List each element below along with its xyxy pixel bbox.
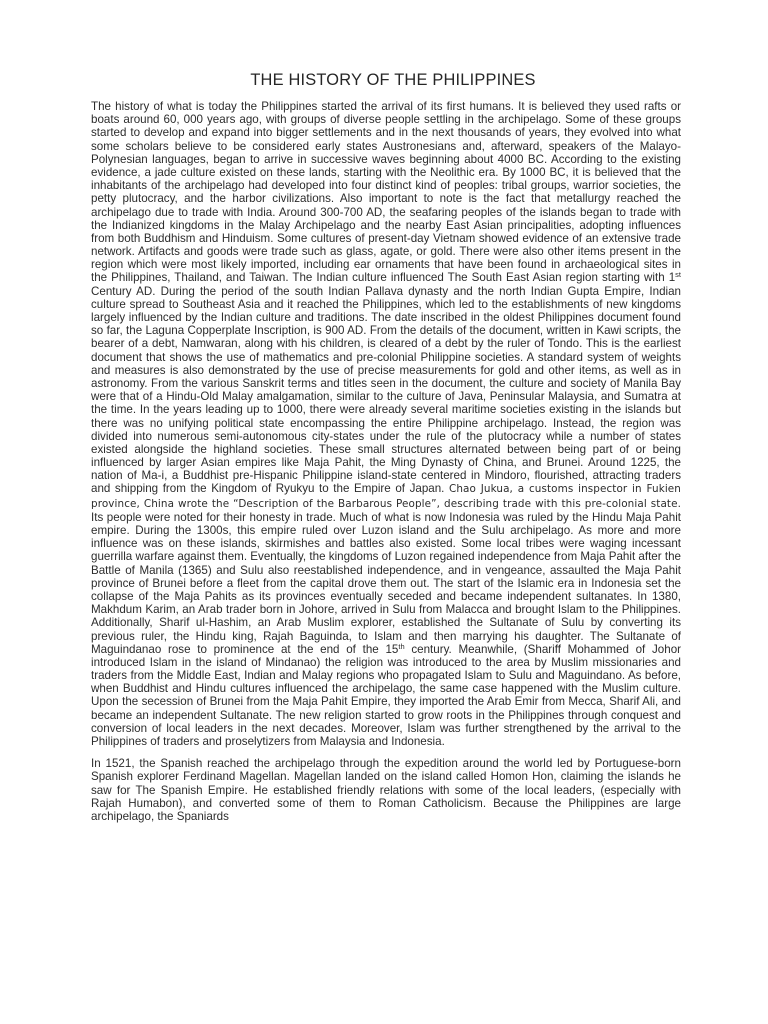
ordinal-suffix: th xyxy=(398,641,405,651)
paragraph-1-text-a: The history of what is today the Philippines started the arrival of its first humans. It is believed they used rafts or boats around 60, 000 years ago, with groups of diverse people settling in the archipelago. Some of these groups started to develop and expand into bigger settlements and in the next thousands of years, they evolved into what some scholars believe to be considered early states Austronesians and, afterward, speakers of the Malayo-Polynesian languages, began to arrive in successive waves beginning about 4000 BC. According to the existing evidence, a jade culture existed on these lands, starting with the Neolithic era. By 1000 BC, it is believed that the inhabitants of the archipelago had developed into four distinct kind of peoples: tribal groups, warrior societies, the petty plutocracy, and the harbor civilizations. Also important to note is the fact that metallurgy reached the archipelago due to trade with India. Around 300-700 AD, the seafaring peoples of the islands began to trade with the Indianized kingdoms in the Malay Archipelago and the nearby East Asian principalities, adopting influences from both Buddhism and Hinduism. Some cultures of present-day Vietnam showed evidence of an extensive trade network. Artifacts and goods were trade such as glass, agate, or gold. There were also other items present in the region which were most likely imported, including ear ornaments that have been found in archaeological sites in the Philippines, Thailand, and Taiwan. The Indian culture influenced The South East Asian region starting with 1 xyxy=(91,100,681,285)
paragraph-1-text-c: Its people were noted for their honesty in trade. Much of what is now Indonesia was ruled by the Hindu Maja Pahit empire. During the 1300s, this empire ruled over Luzon island and the Sulu archipelago. As more and more influence was on these islands, skirmishes and battles also existed. Some local tribes were waging incessant guerrilla warfare against them. Eventually, the kingdoms of Luzon regained independence from Maja Pahit after the Battle of Manila (1365) and Sulu also reestablished independence, and in vengeance, assaulted the Maja Pahit province of Brunei before a fleet from the capital drove them out. The start of the Islamic era in Indonesia set the collapse of the Maja Pahits as its provinces eventually seceded and became independent sultanates. In 1380, Makhdum Karim, an Arab trader born in Johore, arrived in Sulu from Malacca and brought Islam to the Philippines. Additionally, Sharif ul-Hashim, an Arab Muslim explorer, established the Sultanate of Sulu by converting its previous ruler, the Hindu king, Rajah Baguinda, to Islam and then marrying his daughter. The Sultanate of Maguindanao rose to prominence at the end of the 15 xyxy=(91,510,681,656)
body-paragraph-1 xyxy=(91,100,681,748)
body-paragraph-2: In 1521, the Spanish reached the archipelago through the expedition around the world led by Portuguese-born Spanish explorer Ferdinand Magellan. Magellan landed on the island called Homon Hon, claiming the islands he saw for The Spanish Empire. He established friendly relations with some of the local leaders, (especially with Rajah Humabon), and converted some of them to Roman Catholicism. Because the Philippines are large archipelago, the Spaniards xyxy=(91,757,681,823)
ordinal-suffix: st xyxy=(675,270,681,280)
paragraph-1-quote: Chao Jukua, a customs inspector in Fukien province, China wrote the “Description of the Barbarous People”, describing trade with this pre-colonial state. xyxy=(91,483,681,510)
paragraph-1-text-d: century. Meanwhile, (Shariff Mohammed of Johor introduced Islam in the island of Mindanao) the religion was introduced to the area by Muslim missionaries and traders from the Middle East, Indian and Malay regions who propagated Islam to Sulu and Maguindano. As before, when Buddhist and Hindu cultures influenced the archipelago, the same case happened with the Muslim culture. Upon the secession of Brunei from the Maja Pahit Empire, they imported the Arab Emir from Mecca, Sharif Ali, and became an independent Sultanate. The new religion started to grow roots in the Philippines through conquest and conversion of local leaders in the next decades. Moreover, Islam was further strengthened by the arrival to the Philippines of traders and proselytizers from Malaysia and Indonesia. xyxy=(91,642,682,748)
paragraph-1-text-b: Century AD. During the period of the south Indian Pallava dynasty and the north Indian Gupta Empire, Indian culture spread to Southeast Asia and it reached the Philippines, which led to the establishments of new kingdoms largely influenced by the Indian culture and traditions. The date inscribed in the oldest Philippines document found so far, the Laguna Copperplate Inscription, is 900 AD. From the details of the document, written in Kawi scripts, the bearer of a debt, Namwaran, along with his children, is cleared of a debt by the ruler of Tondo. This is the earliest document that shows the use of mathematics and pre-colonial Philippine societies. A standard system of weights and measures is also demonstrated by the use of precise measurements for gold and other items, as well as in astronomy. From the various Sanskrit terms and titles seen in the document, the culture and society of Manila Bay were that of a Hindu-Old Malay amalgamation, similar to the culture of Java, Peninsular Malaysia, and Sumatra at the time. In the years leading up to 1000, there were already several maritime societies existing in the islands but there was no unifying political state encompassing the entire Philippine archipelago. Instead, the region was divided into numerous semi-autonomous city-states under the rule of the plutocracy while a number of states existed alongside the highland societies. These small structures alternated between being part of or being influenced by larger Asian empires like Maja Pahit, the Ming Dynasty of China, and Brunei. Around 1225, the nation of Ma-i, a Buddhist pre-Hispanic Philippine island-state centered in Mindoro, flourished, attracting traders and shipping from the Kingdom of Ryukyu to the Empire of Japan. xyxy=(91,284,681,496)
document-title: THE HISTORY OF THE PHILIPPINES xyxy=(250,71,536,89)
